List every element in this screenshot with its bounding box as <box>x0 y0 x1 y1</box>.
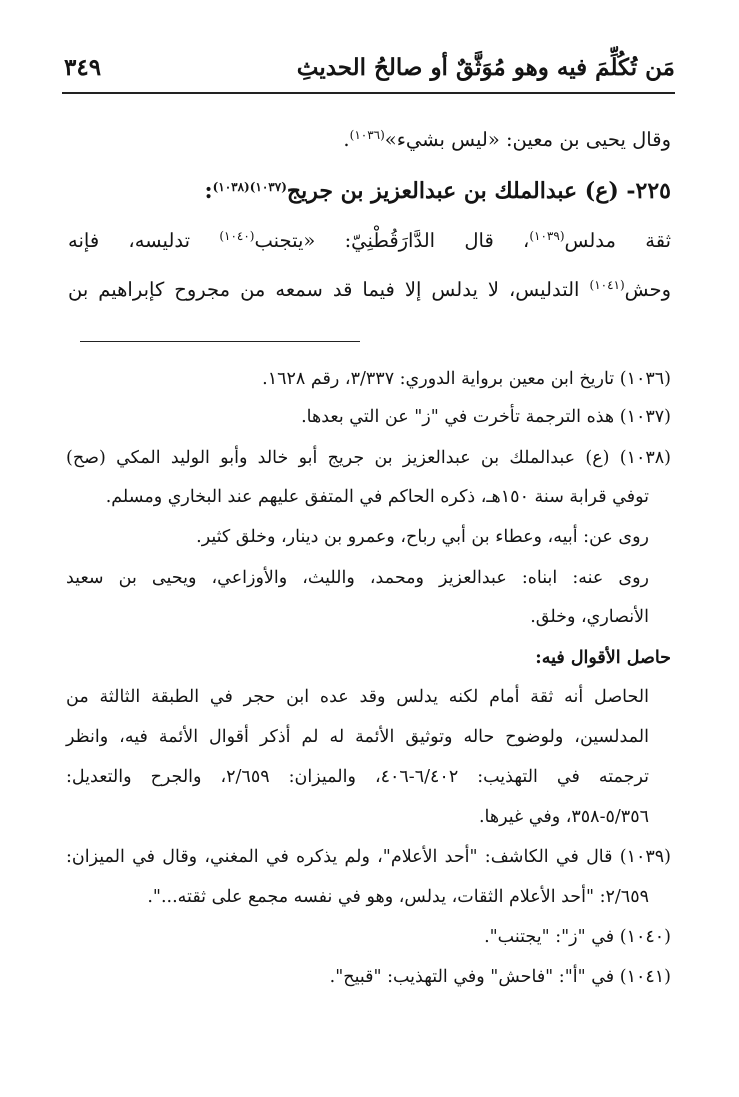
footnote-1036: (١٠٣٦) تاريخ ابن معين برواية الدوري: ٣/٣٣٧، رقم ١٦٢٨. <box>262 369 671 389</box>
entry-heading: ٢٢٥- (ع) عبدالملك بن عبدالعزيز بن جريج$^{(١٠٣٧)(١٠٣٨)}$: <box>204 178 671 204</box>
footnote-1038-death: توفي قرابة سنة ١٥٠هـ، ذكره الحاكم في المتفق عليهم عند البخاري ومسلم. <box>105 487 649 507</box>
entry-footnote-refs: (١٠٣٧)(١٠٣٨) <box>212 180 287 194</box>
body-line-1: وقال يحيى بن معين: «ليس بشيء»$^{(١٠٣٦)}$. <box>343 128 671 151</box>
footnote-ref: (١٠٤١) <box>589 278 625 292</box>
footnote-1039: (١٠٣٩) قال في الكاشف: "أحد الأعلام"، ولم يذكره في المغني، وقال في الميزان: <box>66 847 671 867</box>
footnote-1039-cont: ٢/٦٥٩: "أحد الأعلام الثقات، يدلس، وهو في نفسه مجمع على ثقته...". <box>147 887 649 907</box>
header-title: مَن تُكُلِّمَ فيه وهو مُوَثَّقٌ أو صالحُ الحديثِ <box>296 54 675 81</box>
footnote-1038-students: روى عنه: ابناه: عبدالعزيز ومحمد، والليث، والأوزاعي، ويحيى بن سعيد <box>66 568 649 588</box>
footnote-summary-line-1: الحاصل أنه ثقة أمام لكنه يدلس وقد عده ابن حجر في الطبقة الثالثة من <box>66 687 649 707</box>
footnote-divider <box>80 341 360 342</box>
header-divider <box>62 92 675 94</box>
body-line-3: ثقة مدلس$^{(١٠٣٩)}$، قال الدَّارَقُطْنِيّ: «يتجنب$^{(١٠٤٠)}$ تدليسه، فإنه <box>68 229 671 252</box>
entry-title: (ع) عبدالملك بن عبدالعزيز بن جريج <box>286 178 627 204</box>
footnote-summary-line-3: ترجمته في التهذيب: ٦/٤٠٢-٤٠٦، والميزان: ٢/٦٥٩، والجرح والتعديل: <box>66 767 649 787</box>
footnote-ref: (١٠٣٦) <box>349 128 385 142</box>
quote-text: وقال يحيى بن معين: «ليس بشيء» <box>384 128 671 151</box>
footnote-1038-teachers: روى عن: أبيه، وعطاء بن أبي رباح، وعمرو بن دينار، وخلق كثير. <box>196 527 649 547</box>
page-number: ٣٤٩ <box>64 54 102 81</box>
footnote-1038-students-cont: الأنصاري، وخلق. <box>530 607 649 627</box>
footnote-subheading: حاصل الأقوال فيه: <box>535 648 671 668</box>
entry-number: ٢٢٥- <box>626 178 671 204</box>
footnote-summary-line-4: ٥/٣٥٦-٣٥٨، وفي غيرها. <box>478 807 649 827</box>
footnote-ref: (١٠٣٩) <box>529 229 565 243</box>
footnote-1040: (١٠٤٠) في "ز": "يجتنب". <box>484 927 671 947</box>
footnote-1041: (١٠٤١) في "أ": "فاحش" وفي التهذيب: "قبيح". <box>329 967 671 987</box>
footnote-1038: (١٠٣٨) (ع) عبدالملك بن عبدالعزيز بن جريج أبو خالد وأبو الوليد المكي (صح) <box>66 448 671 468</box>
footnote-1037: (١٠٣٧) هذه الترجمة تأخرت في "ز" عن التي بعدها. <box>301 407 671 427</box>
footnote-ref: (١٠٤٠) <box>219 229 255 243</box>
running-header <box>62 50 675 90</box>
body-line-4: وحش$^{(١٠٤١)}$ التدليس، لا يدلس إلا فيما قد سمعه من مجروح كإبراهيم بن <box>68 278 671 301</box>
footnote-summary-line-2: المدلسين، ولوضوح حاله وتوثيق الأئمة له لم أذكر أقوال الأئمة فيه، وانظر <box>66 727 649 747</box>
